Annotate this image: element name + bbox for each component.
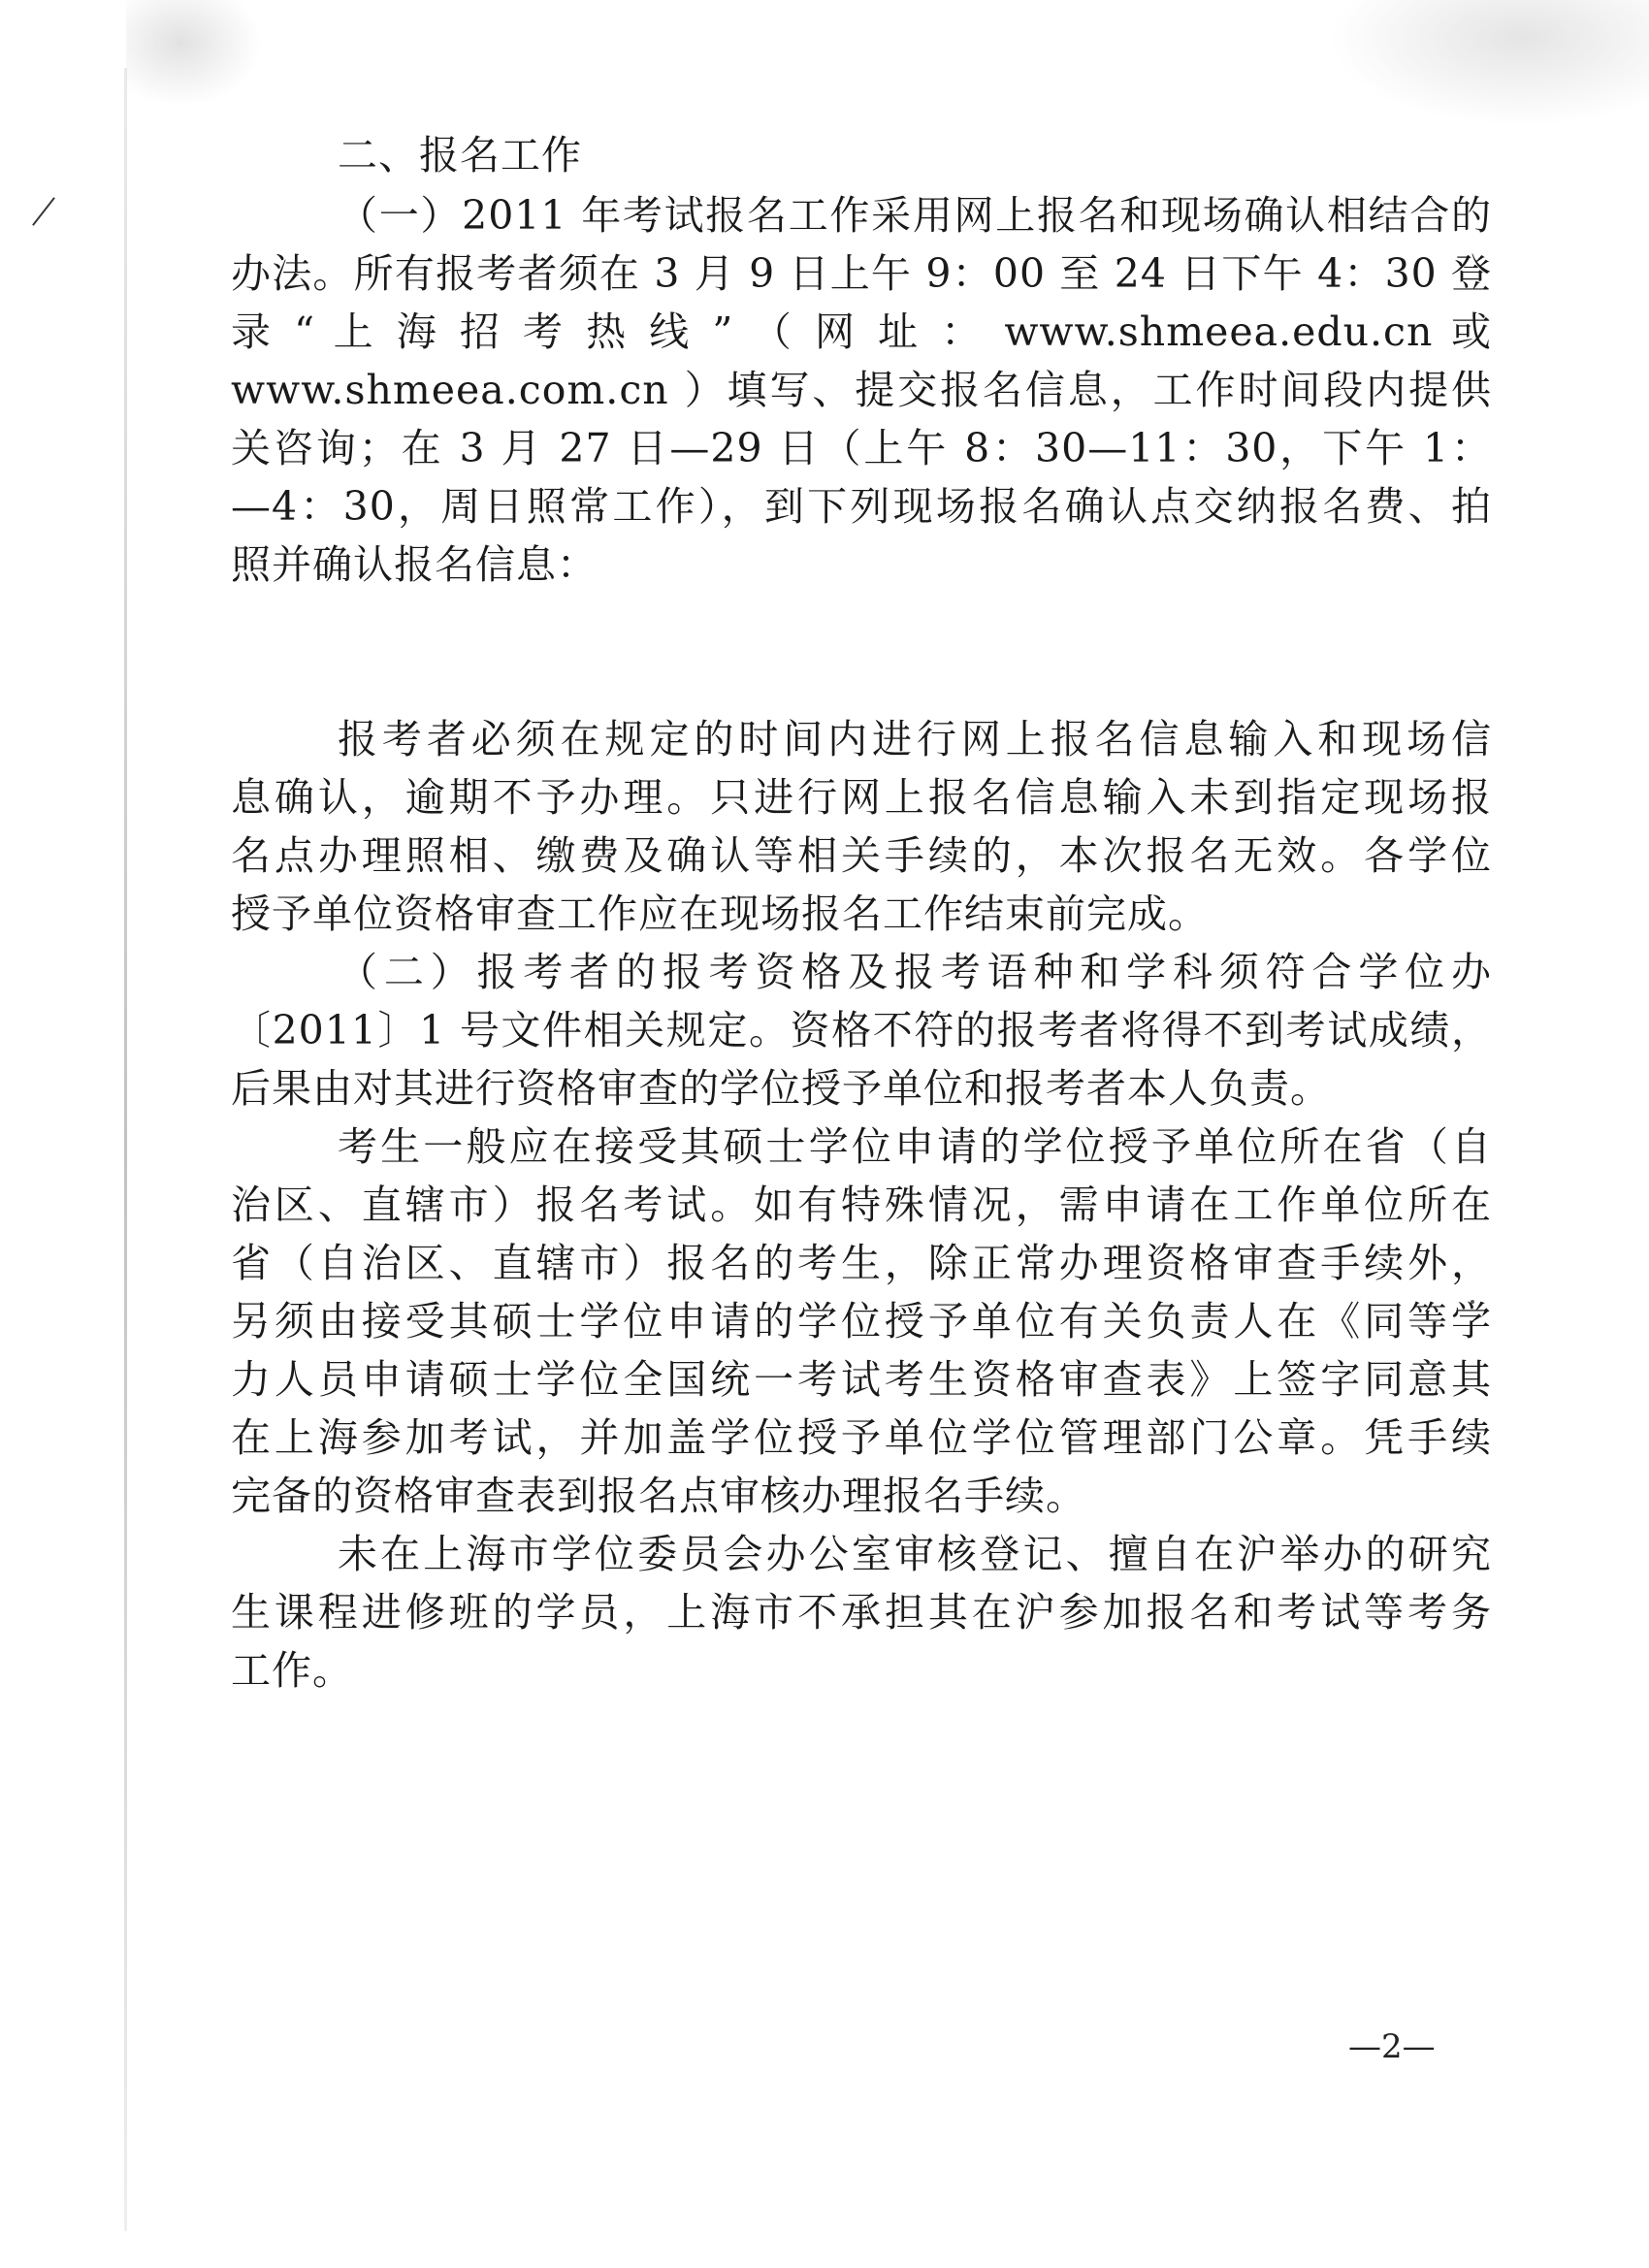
- p4-line-2: 治区、直辖市）报名考试。如有特殊情况，需申请在工作单位所在: [231, 1182, 1492, 1228]
- p2-line-3: 名点办理照相、缴费及确认等相关手续的，本次报名无效。各学位: [231, 832, 1492, 879]
- p5-line-1: 未在上海市学位委员会办公室审核登记、擅自在沪举办的研究: [338, 1531, 1492, 1577]
- p4-line-4: 另须由接受其硕士学位申请的学位授予单位有关负责人在《同等学: [231, 1298, 1492, 1345]
- page-number: —2—: [1348, 2027, 1436, 2066]
- p1-line-3: 录 “ 上 海 招 考 热 线 ” （ 网 址 ： www.shmeea.edu.cn 或: [231, 308, 1492, 355]
- p4-line-6: 在上海参加考试，并加盖学位授予单位学位管理部门公章。凭手续: [231, 1414, 1492, 1461]
- p4-line-5: 力人员申请硕士学位全国统一考试考生资格审查表》上签字同意其: [231, 1356, 1492, 1403]
- scan-shadow-top-right: [1329, 0, 1649, 126]
- p4-line-7: 完备的资格审查表到报名点审核办理报名手续。: [231, 1473, 1086, 1519]
- p3-line-3: 后果由对其进行资格审查的学位授予单位和报考者本人负责。: [231, 1065, 1331, 1112]
- p3-line-2: 〔2011〕1 号文件相关规定。资格不符的报考者将得不到考试成绩，: [231, 1007, 1492, 1053]
- document-page: [231, 126, 1492, 1700]
- p2-line-1: 报考者必须在规定的时间内进行网上报名信息输入和现场信: [338, 716, 1492, 762]
- scan-edge-left: [124, 68, 127, 2231]
- p1-line-4: www.shmeea.com.cn ）填写、提交报名信息，工作时间段内提供: [231, 367, 1492, 413]
- p5-line-3: 工作。: [231, 1647, 353, 1694]
- section-title: 二、报名工作: [338, 132, 582, 178]
- p1-line-1: （一）2011 年考试报名工作采用网上报名和现场确认相结合的: [338, 192, 1492, 239]
- p1-line-2: 办法。所有报考者须在 3 月 9 日上午 9：00 至 24 日下午 4：30 登: [231, 250, 1492, 297]
- p4-line-3: 省（自治区、直辖市）报名的考生，除正常办理资格审查手续外，: [231, 1240, 1492, 1286]
- address-xuhui: [231, 594, 1492, 652]
- p2-line-4: 授予单位资格审查工作应在现场报名工作结束前完成。: [231, 891, 1209, 937]
- address-yangpu: [231, 652, 1492, 710]
- pen-mark: [32, 197, 55, 226]
- p1-line-5: 关咨询；在 3 月 27 日—29 日（上午 8：30—11：30，下午 1：: [231, 425, 1492, 471]
- p3-line-1: （二）报考者的报考资格及报考语种和学科须符合学位办: [338, 949, 1492, 995]
- p1-line-7: 照并确认报名信息：: [231, 541, 598, 588]
- scan-shadow-top-left: [126, 0, 262, 107]
- p5-line-2: 生课程进修班的学员，上海市不承担其在沪参加报名和考试等考务: [231, 1589, 1492, 1636]
- p4-line-1: 考生一般应在接受其硕士学位申请的学位授予单位所在省（自: [338, 1123, 1492, 1170]
- p2-line-2: 息确认，逾期不予办理。只进行网上报名信息输入未到指定现场报: [231, 774, 1492, 821]
- p1-line-6: —4：30，周日照常工作），到下列现场报名确认点交纳报名费、拍: [231, 483, 1492, 530]
